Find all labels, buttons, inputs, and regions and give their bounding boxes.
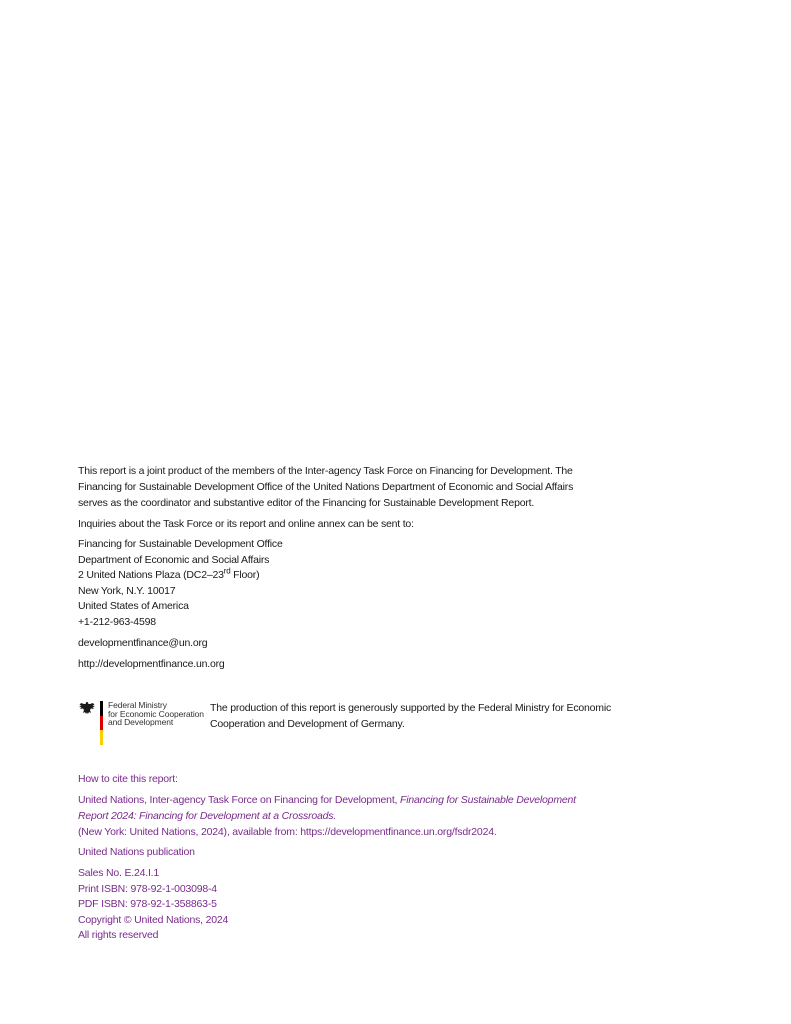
flag-red [100,716,103,731]
intro-paragraph: This report is a joint product of the members of the Inter-agency Task Force on Financing for Development. The Financing for Sustainable Development Office of the United Nations Department of Economic and Social Affairs serves as the coordinator and substantive editor of the Financing for Sustainable Development Report. [78,465,574,509]
address-city: New York, N.Y. 10017 [78,584,176,597]
address-department: Department of Economic and Social Affairs [78,553,270,566]
address-phone: +1-212-963-4598 [78,615,156,628]
german-flag-bar [100,701,103,745]
publication-type: United Nations publication [78,846,195,858]
bmz-line-2: for Economic Cooperation [108,708,204,719]
pdf-isbn: PDF ISBN: 978-92-1-358863-5 [78,898,217,910]
citation-prefix: United Nations, Inter-agency Task Force on Financing for Development, [78,794,400,806]
citation-heading: How to cite this report: [78,773,178,785]
copyright-line: Copyright © United Nations, 2024 [78,913,229,926]
federal-eagle-icon [78,700,96,723]
postal-address [78,536,678,629]
flag-black [100,701,103,716]
address-street-suffix: Floor) [230,569,260,581]
address-street-sup: rd [223,566,231,576]
address-country: United States of America [78,600,189,612]
support-statement: The production of this report is generously supported by the Federal Ministry for Economic Cooperation and Development of Germany. [210,702,612,730]
citation-title: Financing for Sustainable Development Report 2024: Financing for Development at a Crossroads. [78,794,576,822]
print-isbn: Print ISBN: 978-92-1-003098-4 [78,882,217,895]
publication-meta [78,865,678,943]
bmz-line-1: Federal Ministry [108,700,167,710]
inquiries-text: Inquiries about the Task Force or its report and online annex can be sent to: [78,518,414,530]
sales-number: Sales No. E.24.I.1 [78,867,160,879]
address-street-prefix: 2 United Nations Plaza (DC2–23 [78,569,224,581]
bmz-logo-text [108,701,204,727]
bmz-logo [78,700,208,748]
citation-text [78,792,598,840]
website-link[interactable]: http://developmentfinance.un.org [78,658,225,670]
bmz-line-3: and Development [108,717,174,727]
address-office: Financing for Sustainable Development Office [78,538,283,550]
citation-suffix: (New York: United Nations, 2024), available from: https://developmentfinance.un.org/fsdr2024. [78,826,497,838]
contact-email[interactable]: developmentfinance@un.org [78,637,208,649]
flag-gold [100,730,103,745]
address-street [78,567,678,583]
rights-line: All rights reserved [78,929,159,941]
